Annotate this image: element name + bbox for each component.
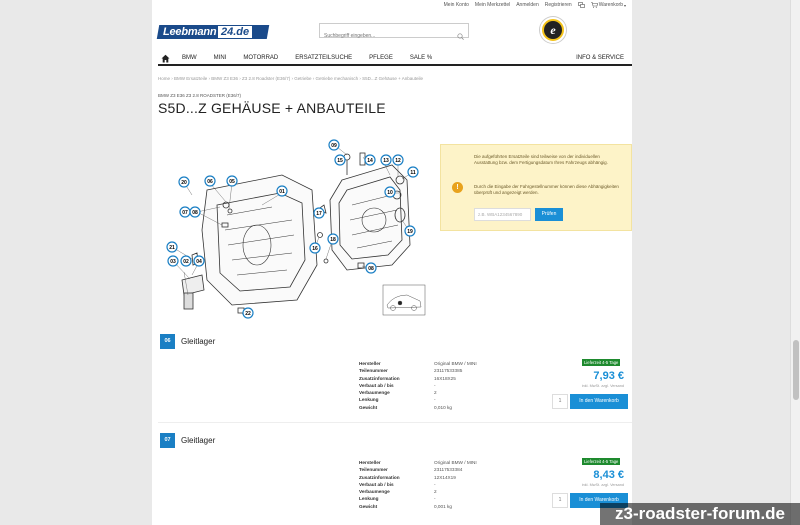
quantity-field[interactable]: 1 (552, 493, 568, 508)
info-icon: ! (452, 182, 463, 193)
spec-row: Verbaumenge 2 (359, 390, 437, 396)
spec-row: Teilenummer 23117533384 (359, 467, 463, 473)
spec-row: Gewicht 0,010 kg (359, 404, 452, 410)
part-name[interactable]: Gleitlager (181, 337, 216, 346)
svg-text:22: 22 (245, 311, 251, 317)
site-logo[interactable] (157, 25, 269, 39)
top-bar (152, 0, 632, 10)
scrollbar-thumb[interactable] (793, 340, 799, 400)
svg-text:07: 07 (182, 210, 188, 216)
spec-row: Teilenummer 23117533385 (359, 368, 463, 374)
svg-text:19: 19 (407, 229, 413, 235)
spec-row: Verbaut ab / bis - (359, 382, 436, 388)
part-specs (359, 459, 477, 510)
svg-text:08: 08 (192, 210, 198, 216)
account-link[interactable]: Mein Konto (443, 2, 469, 8)
spec-row: Lenkung - (359, 496, 436, 502)
nav-item-motorrad[interactable]: MOTORRAD (243, 55, 279, 61)
login-link[interactable]: Anmelden (516, 2, 539, 8)
part-name[interactable]: Gleitlager (181, 436, 216, 445)
trusted-shops-logo: e (544, 21, 562, 39)
page-title: S5D...Z GEHÄUSE + ANBAUTEILE (158, 100, 386, 116)
svg-text:21: 21 (169, 245, 175, 251)
svg-text:20: 20 (181, 180, 187, 186)
add-to-cart-button[interactable]: In den Warenkorb (570, 394, 628, 409)
vehicle-subtitle: BMW Z3 E36 Z3 2.8 ROADSTER (E36/7) (158, 93, 242, 98)
spec-row: Lenkung - (359, 397, 436, 403)
check-vin-button[interactable]: Prüfen (535, 208, 563, 221)
part-specs (359, 360, 477, 411)
part-number-badge: 07 (160, 433, 175, 448)
availability-badge: Lieferzeit 4-5 Tage (584, 360, 619, 365)
vat-note: inkl. MwSt. zzgl. Versand (581, 384, 624, 388)
svg-text:11: 11 (410, 170, 416, 176)
svg-text:10: 10 (387, 190, 393, 196)
home-icon[interactable] (161, 54, 170, 63)
cart-link[interactable] (591, 2, 626, 8)
svg-text:16: 16 (312, 246, 318, 252)
svg-text:03: 03 (170, 259, 176, 265)
forum-watermark: z3-roadster-forum.de (600, 503, 800, 525)
register-link[interactable]: Registrieren (544, 2, 572, 8)
cart-icon (591, 2, 598, 8)
svg-text:17: 17 (316, 211, 322, 217)
svg-text:01: 01 (279, 189, 285, 195)
svg-text:13: 13 (383, 158, 389, 164)
nav-item-sale[interactable]: SALE % (409, 55, 433, 61)
svg-text:12: 12 (395, 158, 401, 164)
chevron-down-icon: ▾ (623, 2, 626, 8)
wishlist-link[interactable]: Mein Merkzettel (474, 2, 511, 8)
quantity-field[interactable]: 1 (552, 394, 568, 409)
nav-item-bmw[interactable]: BMW (182, 55, 197, 61)
breadcrumb[interactable]: Home › BMW Ersatzteile › BMW Z3 E36 › Z3 2.8 Roadster (E36/7) › Getriebe › Getriebe mechanisch › S5D...Z Gehäuse + Anbauteile (158, 76, 423, 81)
svg-text:14: 14 (367, 158, 373, 164)
svg-text:08: 08 (368, 266, 374, 272)
trusted-shops-badge[interactable] (540, 17, 566, 43)
svg-text:18: 18 (330, 237, 336, 243)
logo-text-main: Leebmann (163, 26, 217, 38)
nav-item-pflege[interactable]: PFLEGE (369, 55, 393, 61)
spec-row: Hersteller Original BMW / MINI (359, 460, 477, 465)
svg-text:02: 02 (183, 259, 189, 265)
svg-text:04: 04 (196, 259, 202, 265)
spec-row: Gewicht 0,001 kg (359, 503, 452, 509)
info-text-vin: Durch die Eingabe der Fahrgestellnummer können diese Abhängigkeiten überprüft und angezeigt werden. (474, 184, 619, 196)
vin-info-box (440, 144, 632, 231)
page (152, 0, 632, 525)
svg-text:15: 15 (337, 158, 343, 164)
svg-text:06: 06 (207, 179, 213, 185)
spec-row: Hersteller Original BMW / MINI (359, 361, 477, 366)
price: 8,43 € (593, 469, 624, 481)
nav-item-ersatzteilsuche[interactable]: ERSATZTEILSUCHE (295, 55, 353, 61)
spec-row: Verbaut ab / bis - (359, 481, 436, 487)
nav-item-mini[interactable]: MINI (213, 55, 227, 61)
spec-row: Verbaumenge 2 (359, 489, 437, 495)
vat-note: inkl. MwSt. zzgl. Versand (581, 483, 624, 487)
nav-item-info-service[interactable]: INFO & SERVICE (576, 55, 624, 61)
add-to-cart-button[interactable]: In den Warenkorb (570, 493, 628, 508)
vehicle-thumbnail (383, 285, 425, 315)
part-number-badge: 06 (160, 334, 175, 349)
logo-text-domain: 24.de (218, 26, 252, 38)
availability-badge: Lieferzeit 4-5 Tage (584, 459, 619, 464)
search-input[interactable] (320, 30, 450, 43)
search-icon[interactable] (457, 27, 464, 34)
cart-label: Warenkorb (598, 2, 623, 8)
divider (158, 422, 632, 423)
spec-row: Zusatzinformation 16X18X25 (359, 375, 456, 381)
vin-input[interactable]: z.B. WBA1234567890 (474, 208, 531, 221)
main-navigation (158, 52, 632, 66)
price: 7,93 € (593, 370, 624, 382)
svg-text:05: 05 (229, 179, 235, 185)
svg-text:09: 09 (331, 143, 337, 149)
vertical-scrollbar[interactable] (790, 0, 800, 525)
exploded-parts-diagram (162, 135, 432, 325)
info-text-dependency: Die aufgeführten Ersatzteile sind teilweise von der individuellen Ausstattung bzw. dem Fertigungsdatum Ihres Fahrzeugs abhängig. (474, 154, 608, 166)
search-box (319, 23, 469, 38)
compare-icon[interactable] (578, 2, 585, 8)
spec-row: Zusatzinformation 12X14X19 (359, 474, 456, 480)
